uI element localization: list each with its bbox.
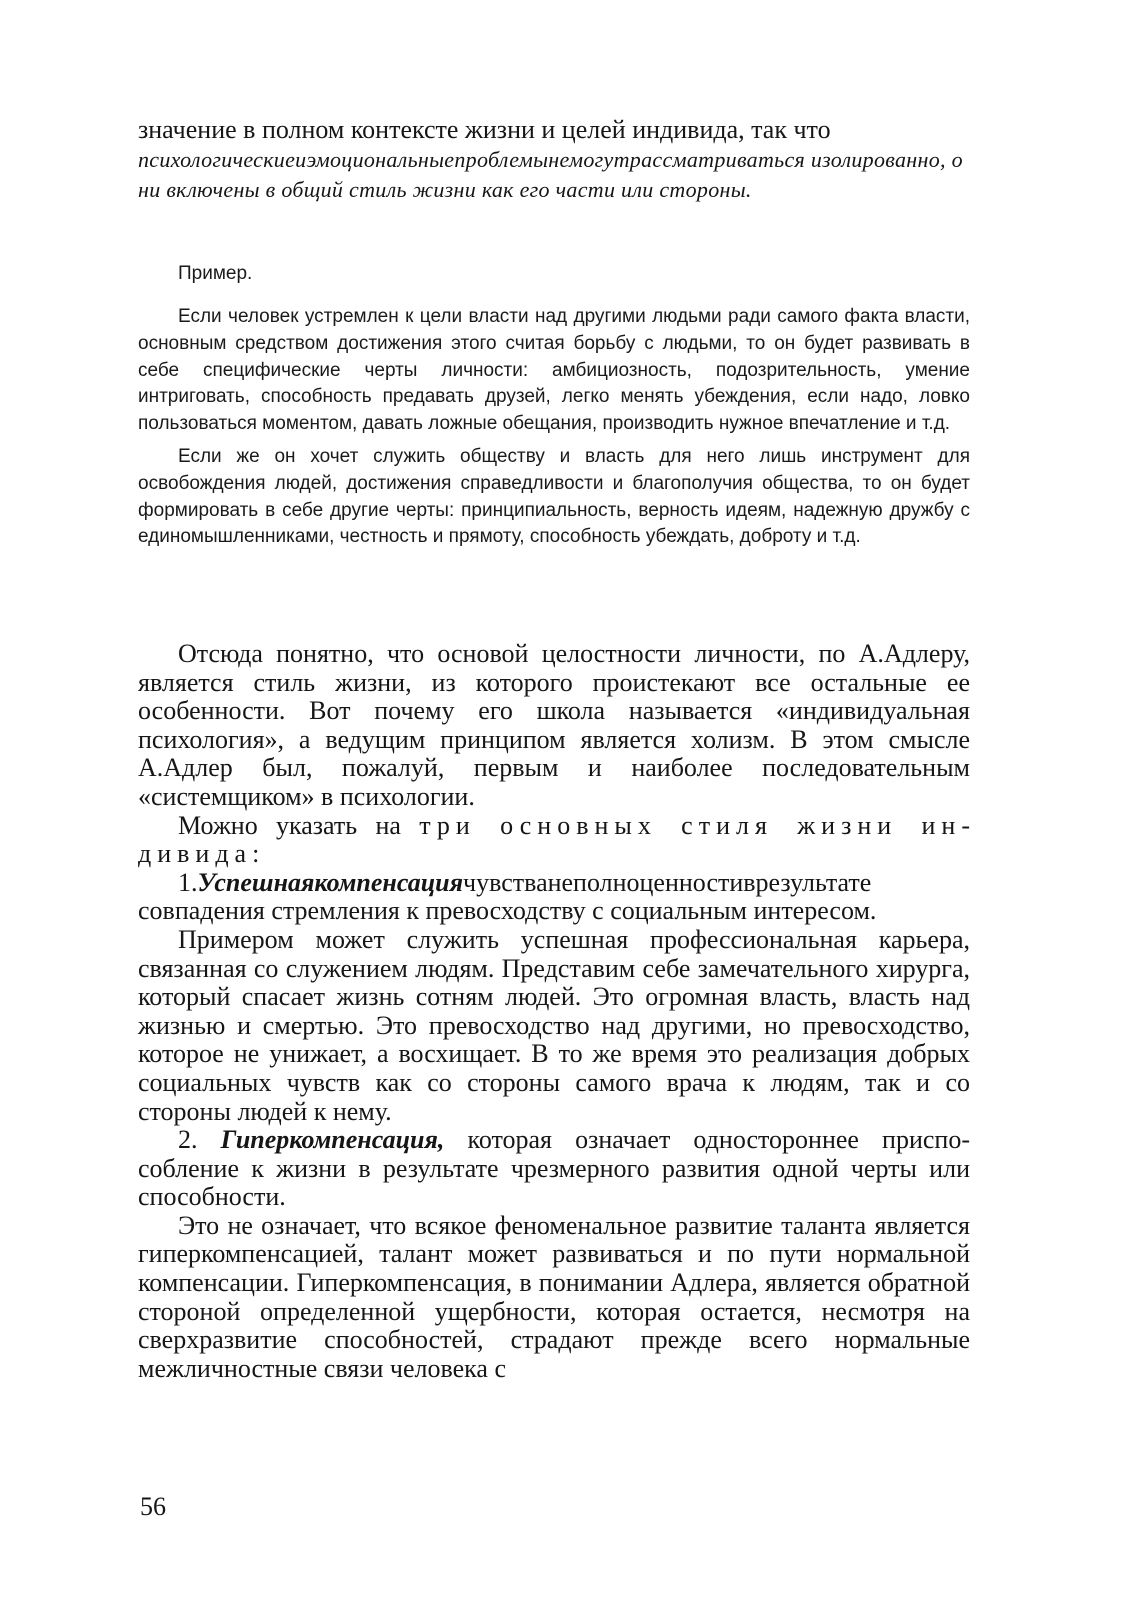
main-text [138, 640, 970, 1383]
example-paragraph-1: Если человек устремлен к цели власти над другими людьми ради самого факта власти, основным средством достижения этого считая борьбу с людьми, то он будет развивать в себе специфические черты личности: амбициозность, подозрительность, умение интриговать, способность предавать друзей, легко менять убеждения, если надо, ловко пользоваться моментом, давать ложные обещания, производить нужное впечатление и т.д. [138, 306, 970, 435]
paragraph-2-lead: Можно указать на [178, 810, 420, 840]
main-paragraph-5 [138, 1126, 970, 1212]
item-2-number: 2. [178, 1125, 221, 1155]
example-paragraphs [138, 304, 970, 551]
page-number: 56 [140, 1492, 166, 1521]
item-1-term: Успешнаякомпенсация [197, 867, 464, 897]
main-paragraph-3 [138, 869, 970, 926]
item-1-text: чувстванеполноценностиврезультате совпадения стремления к превосходству с социальным интересом. [138, 867, 877, 926]
item-2-term: Гиперкомпенсация, [220, 1125, 445, 1155]
item-1-number: 1. [178, 867, 198, 897]
top-paragraph-lead [138, 116, 970, 145]
example-paragraph-2: Если же он хочет служить обществу и власть для него лишь инструмент для освобождения людей, достижения справедливости и благополучия общества, то он будет формировать в себе другие черты: принципиальность, верность идеям, надежную дружбу с единомышленниками, честность и прямоту, способность убеждать, доброту и т.д. [138, 445, 970, 548]
main-paragraph-1: Отсюда понятно, что основой целостности личности, по А.Адлеру, является стиль жизни, из которого проистекают все остальные ее особенности. Вот почему его школа называется «индивидуальная психология», а ведущим принципом является холизм. В этом смысле А.Адлер был, пожалуй, первым и наиболее последовательным «системщиком» в психологии. [138, 639, 970, 811]
top-italic-text: психологическиеиэмоциональныепроблемынемогутрассматриваться изолированно, они включены в общий стиль жизни как его части или стороны. [138, 146, 963, 202]
main-paragraph-4: Примером может служить успешная профессиональная карьера, связанная со служением людям. Представим себе замечательного хирурга, который спасает жизнь сотням людей. Это огромная власть, власть над жизнью и смертью. Это превосходство над другими, но превосходство, которое не унижает, а восхищает. В то же время это реализация добрых социальных чувств как со стороны самого врача к людям, так и со стороны людей к нему. [138, 924, 970, 1126]
example-block [138, 262, 970, 286]
item-2-text: которая означает одностороннее приспособление к жизни в результате чрезмерного развития одной черты или способности. [138, 1125, 970, 1212]
main-paragraph-6: Это не означает, что всякое феноменальное развитие таланта является гиперкомпенсацией, талант может развиваться и по пути нормальной компенсации. Гиперкомпенсация, в понимании Адлера, является обратной стороной определенной ущербности, которая остается, несмотря на сверхразвитие способностей, страдают прежде всего нормальные межличностные связи человека с [138, 1210, 970, 1383]
paragraph-2-spaced: три основных стиля жизни индивида: [138, 810, 970, 869]
top-paragraph-block [138, 116, 970, 205]
top-lead-text: значение в полном контексте жизни и целей индивида, так что [138, 115, 831, 144]
example-label: Пример. [178, 263, 253, 284]
main-paragraph-2 [138, 812, 970, 869]
